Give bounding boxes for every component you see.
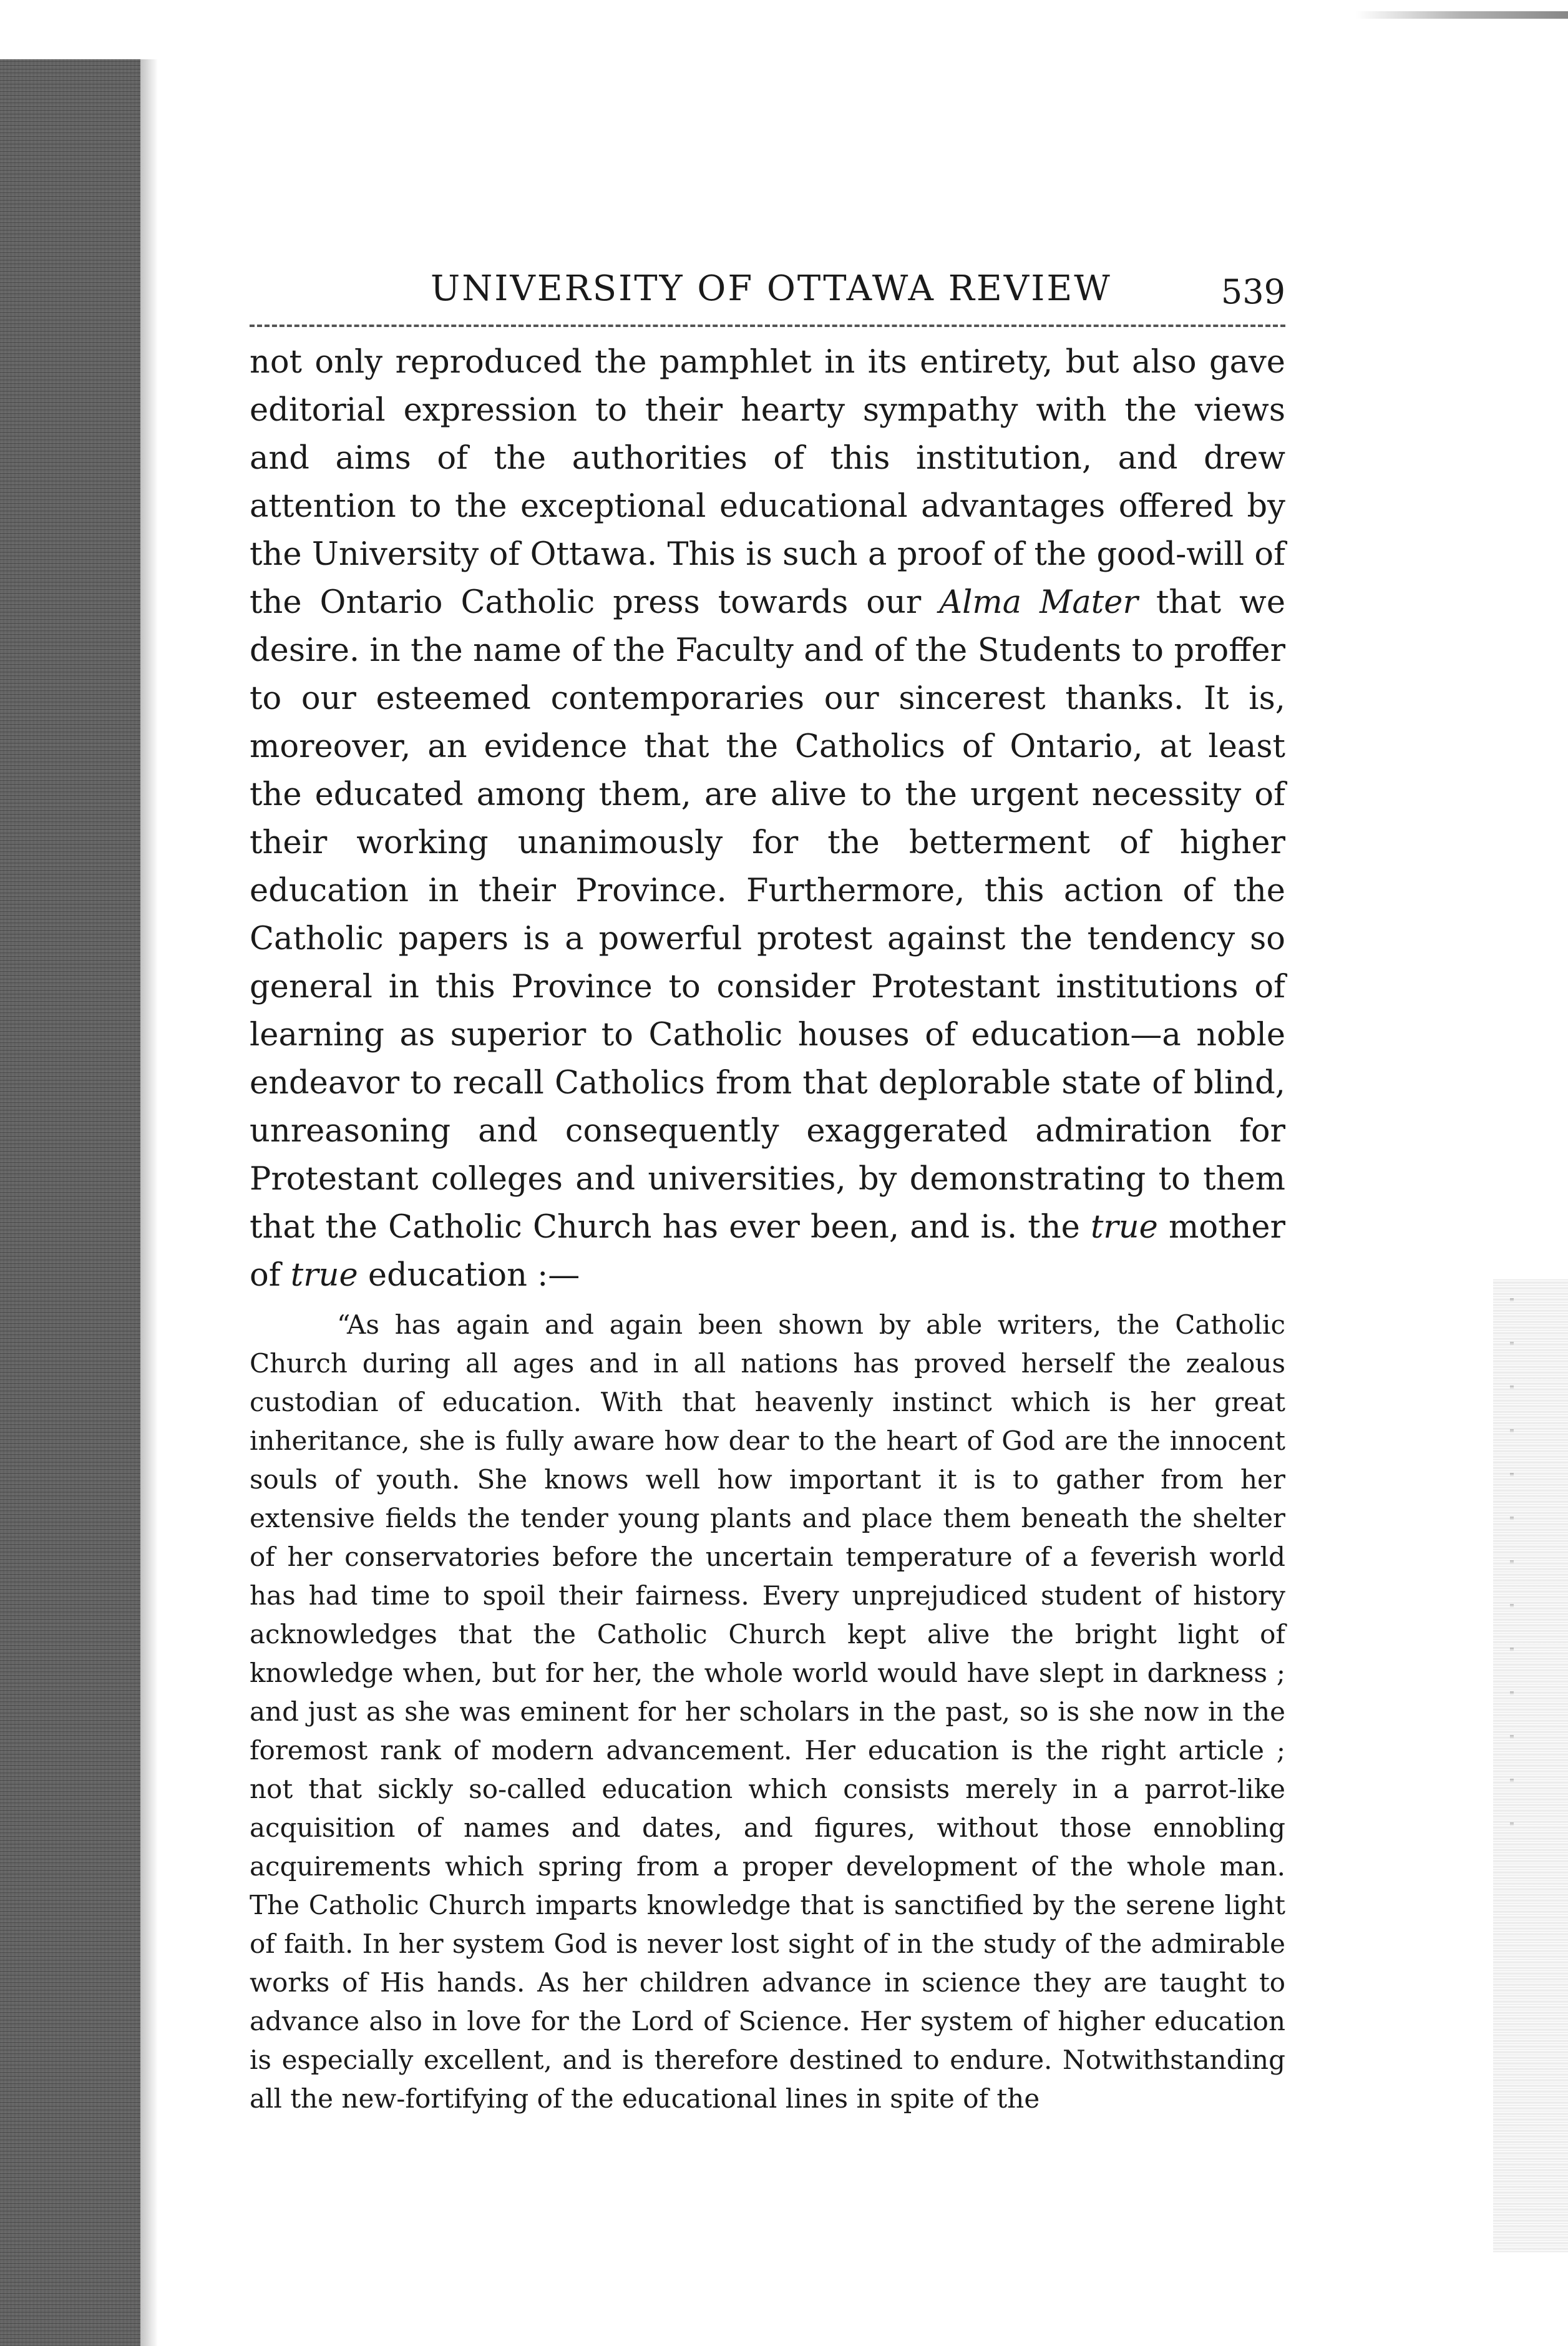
header-rule <box>250 325 1285 327</box>
show-through-speckle <box>1493 1279 1568 2253</box>
page <box>250 268 1285 2118</box>
block-quote: “As has again and again been shown by able writers, the Catholic Church during all ages and in all nations has proved herself the zealous custodian of education. With that heavenly instinct which is her great inheritance, she is fully aware how dear to the heart of God are the innocent souls of youth. She knows well how important it is to gather from her extensive fields the tender young plants and place them beneath the shelter of her conservatories before the uncertain temperature of a feverish world has had time to spoil their fairness. Every unprejudiced student of history acknowledges that the Catholic Church kept alive the bright light of knowledge when, but for her, the whole world would have slept in darkness ; and just as she was eminent for her scholars in the past, so is she now in the foremost rank of modern advancement. Her education is the right article ; not that sickly so-called education which consists merely in a parrot-like acquisition of names and dates, and figures, without those ennobling acquirements which spring from a proper development of the whole man. The Catholic Church imparts knowledge that is sanctified by the serene light of faith. In her system God is never lost sight of in the study of the admirable works of His hands. As her children advance in science they are taught to advance also in love for the Lord of Science. Her system of higher education is especially excellent, and is therefore destined to endure. Notwithstanding all the new-fortifying of the educational lines in spite of the <box>250 1309 1285 2114</box>
running-title: UNIVERSITY OF OTTAWA REVIEW <box>431 268 1112 309</box>
page-number: 539 <box>1220 272 1285 311</box>
true-italic-2: true <box>290 1257 358 1294</box>
body-text-part-3: mother of <box>250 1209 1285 1294</box>
running-head <box>250 268 1285 325</box>
margin-marks <box>1510 1298 1514 1860</box>
alma-mater-italic: Alma Mater <box>939 584 1138 621</box>
body-text-part-2: that we desire. in the name of the Faculty and of the Students to proffer to our esteemed contemporaries our sincerest thanks. It is, moreover, an evidence that the Catholics of Ontario, at least the educated among them, are alive to the urgent necessity of their working unanimously for the betterment of higher education in their Province. Furthermore, this action of the Catholic papers is a powerful protest against the tendency so general in this Province to consider Protestant institutions of learning as superior to Catholic houses of education—a noble endeavor to recall Catholics from that deplorable state of blind, unreasoning and consequently exaggerated admiration for Protestant colleges and universities, by demonstrating to them that the Catholic Church has ever been, and is. the <box>250 584 1286 1246</box>
true-italic-1: true <box>1090 1209 1158 1246</box>
scan-artefact <box>1356 11 1568 19</box>
body-text-part-1: not only reproduced the pamphlet in its entirety, but also gave editorial expression to their hearty sympathy with the views and aims of the authorities of this institution, and drew attention to the exceptional educational advantages offered by the University of Ottawa. This is such a proof of the good-will of the Ontario Catholic press towards our <box>250 344 1285 621</box>
body-paragraph <box>250 338 1285 1299</box>
body-text-part-4: education :— <box>358 1257 580 1294</box>
scanned-binding-edge <box>0 59 140 2346</box>
